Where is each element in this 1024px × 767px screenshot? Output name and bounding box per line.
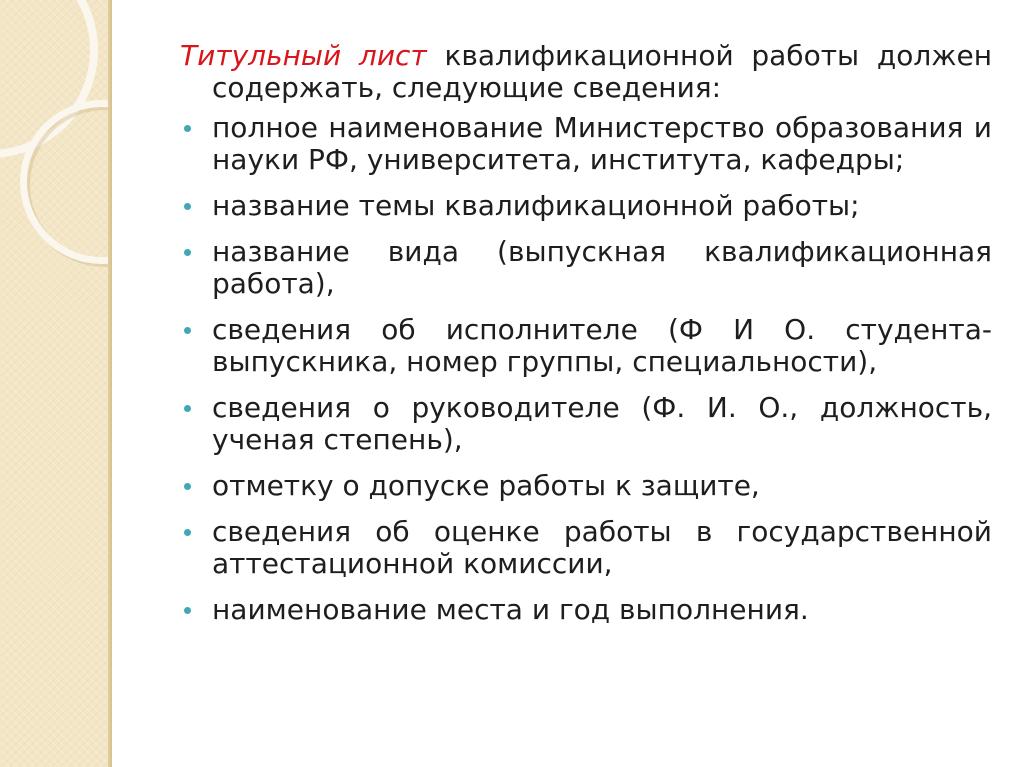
list-item-text: отметку о допуске работы к защите, — [212, 469, 760, 502]
requirements-list — [180, 112, 992, 626]
list-item — [180, 392, 992, 456]
list-item-text: сведения об оценке работы в государственной аттестационной комиссии, — [212, 515, 992, 580]
list-item — [180, 470, 992, 502]
heading-accent: Титульный лист — [180, 39, 427, 72]
list-item-text: название темы квалификационной работы; — [212, 189, 860, 222]
list-item — [180, 314, 992, 378]
list-item-text: наименование места и год выполнения. — [212, 593, 809, 626]
list-item-text: сведения о руководителе (Ф. И. О., должность, ученая степень), — [212, 391, 992, 456]
bullet-icon — [184, 125, 191, 132]
bullet-icon — [184, 529, 191, 536]
bullet-icon — [184, 249, 191, 256]
decorative-side-panel — [0, 0, 112, 767]
list-item-text: полное наименование Министерство образования и науки РФ, университета, института, кафедры; — [212, 111, 992, 176]
list-item — [180, 112, 992, 176]
bullet-icon — [184, 607, 191, 614]
heading-text: квалификационной работы должен содержать, следующие сведения: — [212, 39, 992, 104]
list-item — [180, 236, 992, 300]
list-item — [180, 190, 992, 222]
slide-heading — [180, 40, 992, 104]
list-item-text: название вида (выпускная квалификационная работа), — [212, 235, 992, 300]
list-item-text: сведения об исполнителе (Ф И О. студента-выпускника, номер группы, специальности), — [212, 313, 992, 378]
bullet-icon — [184, 203, 191, 210]
slide-content — [180, 40, 992, 640]
list-item — [180, 594, 992, 626]
list-item — [180, 516, 992, 580]
bullet-icon — [184, 483, 191, 490]
bullet-icon — [184, 327, 191, 334]
bullet-icon — [184, 405, 191, 412]
side-panel-edge — [108, 0, 112, 767]
